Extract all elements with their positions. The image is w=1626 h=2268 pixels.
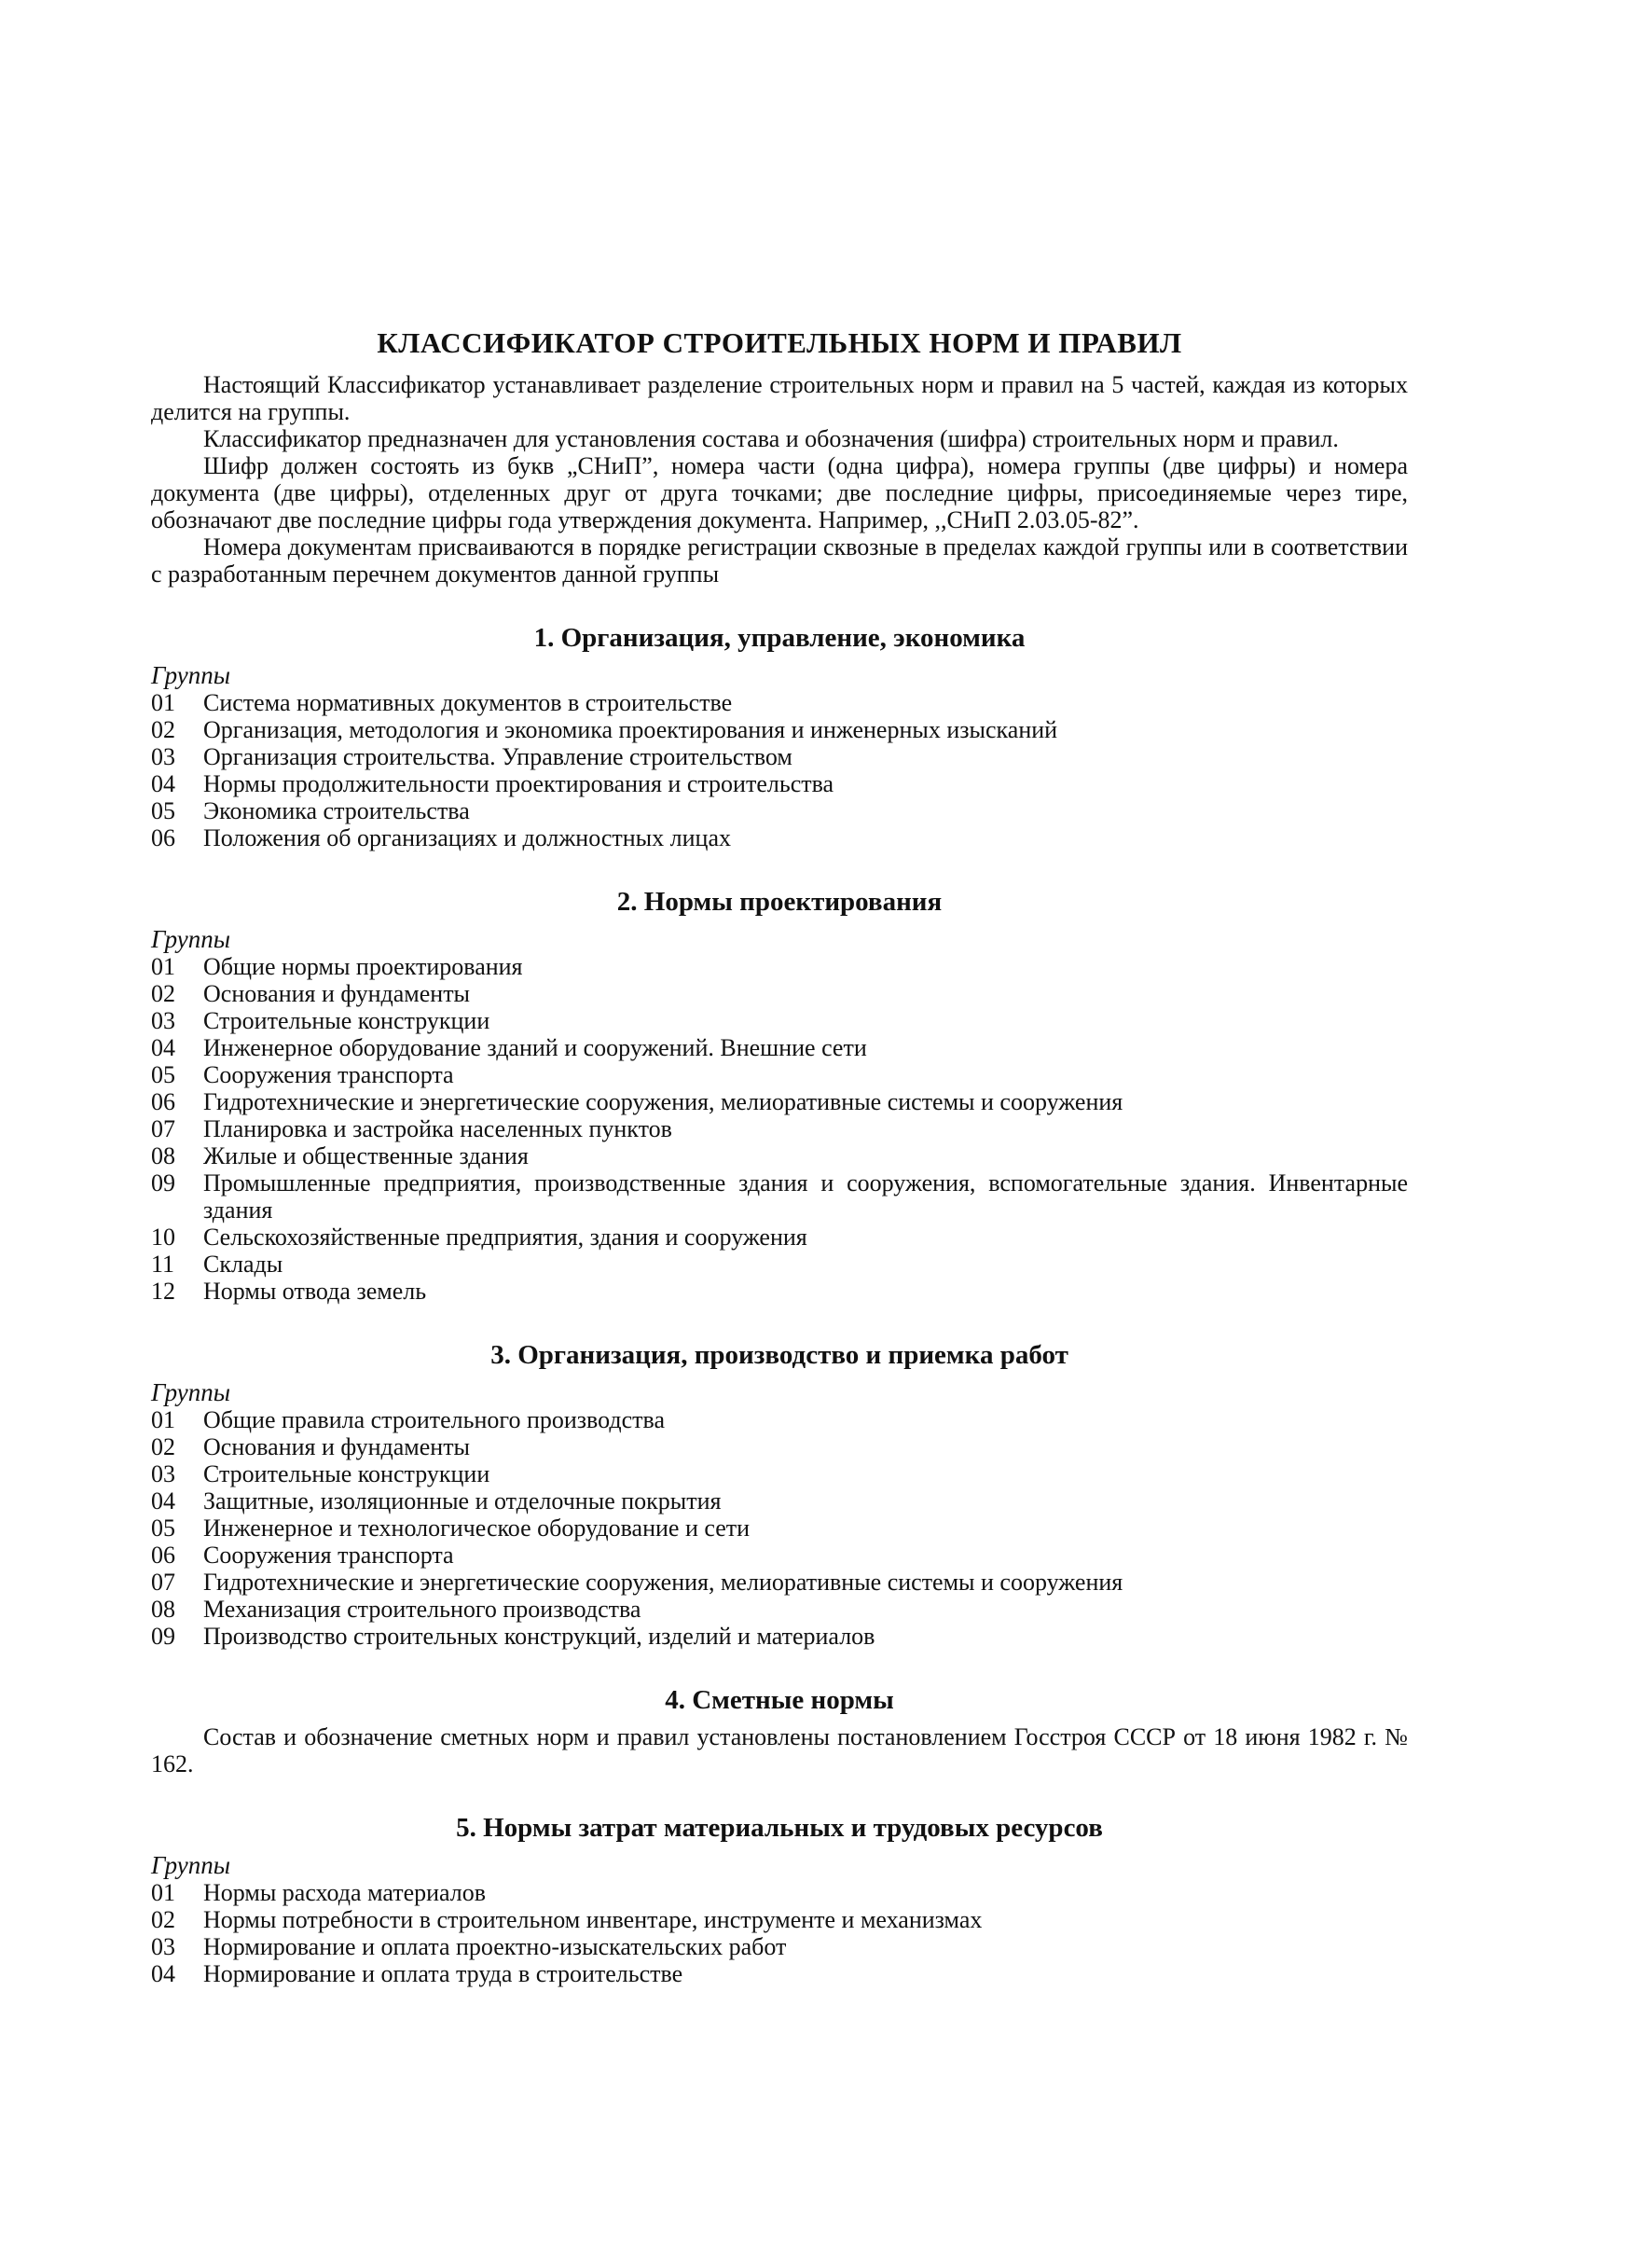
group-name: Система нормативных документов в строительстве: [203, 689, 733, 716]
group-name: Промышленные предприятия, производственные здания и сооружения, вспомогательные здания. Инвентарные здания: [203, 1169, 1408, 1224]
list-item: [151, 1224, 1408, 1251]
list-item: [151, 1542, 1408, 1569]
section-4: [151, 1685, 1408, 1777]
sections-container: [151, 623, 1408, 1987]
intro-paragraph: Шифр должен состоять из букв „СНиП”, номера части (одна цифра), номера группы (две цифры) и номера документа (две цифры), отделенных друг от друга точками; две последние цифры, присоединяемые через тире, обозначают две последние цифры года утверждения документа. Например, ,,СНиП 2.03.05-82”.: [151, 452, 1408, 533]
group-number: 02: [151, 1433, 175, 1460]
intro-paragraph: Настоящий Классификатор устанавливает разделение строительных норм и правил на 5 частей, каждая из которых делится на группы.: [151, 371, 1408, 425]
group-name: Сооружения транспорта: [203, 1061, 454, 1088]
group-number: 04: [151, 770, 175, 797]
group-name: Положения об организациях и должностных лицах: [203, 824, 731, 851]
group-name: Сооружения транспорта: [203, 1542, 454, 1569]
intro-paragraph: Номера документам присваиваются в порядке регистрации сквозные в пределах каждой группы или в соответствии с разработанным перечнем документов данной группы: [151, 533, 1408, 588]
group-name: Планировка и застройка населенных пунктов: [203, 1115, 672, 1142]
intro-block: [151, 371, 1408, 588]
group-number: 04: [151, 1487, 175, 1514]
list-item: [151, 1088, 1408, 1115]
group-name: Организация строительства. Управление строительством: [203, 743, 792, 770]
list-item: [151, 1034, 1408, 1061]
group-number: 08: [151, 1596, 175, 1623]
section-1: [151, 623, 1408, 851]
group-number: 04: [151, 1034, 175, 1061]
list-item: [151, 743, 1408, 770]
group-number: 04: [151, 1960, 175, 1987]
section-title: 1. Организация, управление, экономика: [533, 623, 1026, 653]
list-item: [151, 1596, 1408, 1623]
group-name: Экономика строительства: [203, 797, 470, 824]
groups-label: Группы: [151, 1378, 231, 1406]
group-name: Сельскохозяйственные предприятия, здания и сооружения: [203, 1224, 807, 1251]
list-item: [151, 1142, 1408, 1169]
group-number: 01: [151, 953, 175, 980]
group-name: Общие нормы проектирования: [203, 953, 523, 980]
group-number: 02: [151, 1906, 175, 1933]
list-item: [151, 716, 1408, 743]
intro-paragraph: Классификатор предназначен для установления состава и обозначения (шифра) строительных норм и правил.: [203, 425, 1339, 452]
group-name: Нормы расхода материалов: [203, 1879, 487, 1906]
group-name: Инженерное и технологическое оборудование и сети: [203, 1514, 751, 1542]
group-number: 05: [151, 797, 175, 824]
group-number: 05: [151, 1514, 175, 1542]
group-name: Строительные конструкции: [203, 1460, 490, 1487]
list-item: [151, 1169, 1408, 1224]
list-item: [151, 689, 1408, 716]
group-number: 03: [151, 743, 175, 770]
section-2: [151, 887, 1408, 1305]
group-number: 09: [151, 1169, 175, 1196]
group-number: 09: [151, 1623, 175, 1650]
group-name: Нормы отвода земель: [203, 1278, 427, 1305]
group-name: Строительные конструкции: [203, 1007, 490, 1034]
groups-label: Группы: [151, 661, 231, 689]
list-item: [151, 1251, 1408, 1278]
document-title: КЛАССИФИКАТОР СТРОИТЕЛЬНЫХ НОРМ И ПРАВИЛ: [377, 326, 1182, 359]
list-item: [151, 1879, 1408, 1906]
group-number: 11: [151, 1251, 175, 1278]
group-number: 01: [151, 1406, 175, 1433]
group-number: 06: [151, 1088, 175, 1115]
group-name: Гидротехнические и энергетические сооружения, мелиоративные системы и сооружения: [203, 1088, 1123, 1115]
list-item: [151, 1960, 1408, 1987]
group-number: 08: [151, 1142, 175, 1169]
section-title: 4. Сметные нормы: [665, 1685, 894, 1715]
group-name: Нормирование и оплата проектно-изыскательских работ: [203, 1933, 787, 1960]
list-item: [151, 1406, 1408, 1433]
group-number: 06: [151, 1542, 175, 1569]
group-number: 07: [151, 1115, 175, 1142]
list-item: [151, 1061, 1408, 1088]
group-name: Основания и фундаменты: [203, 1433, 471, 1460]
group-number: 07: [151, 1569, 175, 1596]
list-item: [151, 1460, 1408, 1487]
group-name: Гидротехнические и энергетические сооружения, мелиоративные системы и сооружения: [203, 1569, 1123, 1596]
group-number: 06: [151, 824, 175, 851]
list-item: [151, 824, 1408, 851]
list-item: [151, 1514, 1408, 1542]
group-name: Защитные, изоляционные и отделочные покрытия: [203, 1487, 722, 1514]
group-name: Механизация строительного производства: [203, 1596, 641, 1623]
group-name: Нормы потребности в строительном инвентаре, инструменте и механизмах: [203, 1906, 983, 1933]
groups-label: Группы: [151, 925, 231, 953]
group-name: Инженерное оборудование зданий и сооружений. Внешние сети: [203, 1034, 867, 1061]
group-number: 05: [151, 1061, 175, 1088]
list-item: [151, 770, 1408, 797]
section-paragraph: Состав и обозначение сметных норм и правил установлены постановлением Госстроя СССР от 18 июня 1982 г. № 162.: [151, 1723, 1408, 1777]
group-number: 10: [151, 1224, 175, 1251]
group-number: 02: [151, 716, 175, 743]
group-number: 03: [151, 1007, 175, 1034]
document-content: [151, 326, 1408, 1987]
group-number: 12: [151, 1278, 175, 1305]
list-item: [151, 1278, 1408, 1305]
group-name: Основания и фундаменты: [203, 980, 471, 1007]
list-item: [151, 1569, 1408, 1596]
group-name: Жилые и общественные здания: [203, 1142, 529, 1169]
group-name: Склады: [203, 1251, 283, 1278]
list-item: [151, 1906, 1408, 1933]
list-item: [151, 797, 1408, 824]
groups-label: Группы: [151, 1851, 231, 1879]
section-3: [151, 1340, 1408, 1650]
group-number: 03: [151, 1460, 175, 1487]
list-item: [151, 1433, 1408, 1460]
list-item: [151, 1623, 1408, 1650]
group-number: 03: [151, 1933, 175, 1960]
group-name: Нормирование и оплата труда в строительстве: [203, 1960, 683, 1987]
group-number: 01: [151, 1879, 175, 1906]
group-number: 02: [151, 980, 175, 1007]
group-name: Общие правила строительного производства: [203, 1406, 665, 1433]
list-item: [151, 953, 1408, 980]
list-item: [151, 1933, 1408, 1960]
section-title: 5. Нормы затрат материальных и трудовых ресурсов: [456, 1813, 1103, 1843]
section-title: 3. Организация, производство и приемка работ: [490, 1340, 1068, 1370]
section-5: [151, 1813, 1408, 1987]
group-name: Нормы продолжительности проектирования и строительства: [203, 770, 834, 797]
list-item: [151, 1115, 1408, 1142]
group-name: Организация, методология и экономика проектирования и инженерных изысканий: [203, 716, 1058, 743]
group-number: 01: [151, 689, 175, 716]
list-item: [151, 1487, 1408, 1514]
list-item: [151, 1007, 1408, 1034]
group-name: Производство строительных конструкций, изделий и материалов: [203, 1623, 875, 1650]
list-item: [151, 980, 1408, 1007]
section-title: 2. Нормы проектирования: [616, 887, 943, 917]
